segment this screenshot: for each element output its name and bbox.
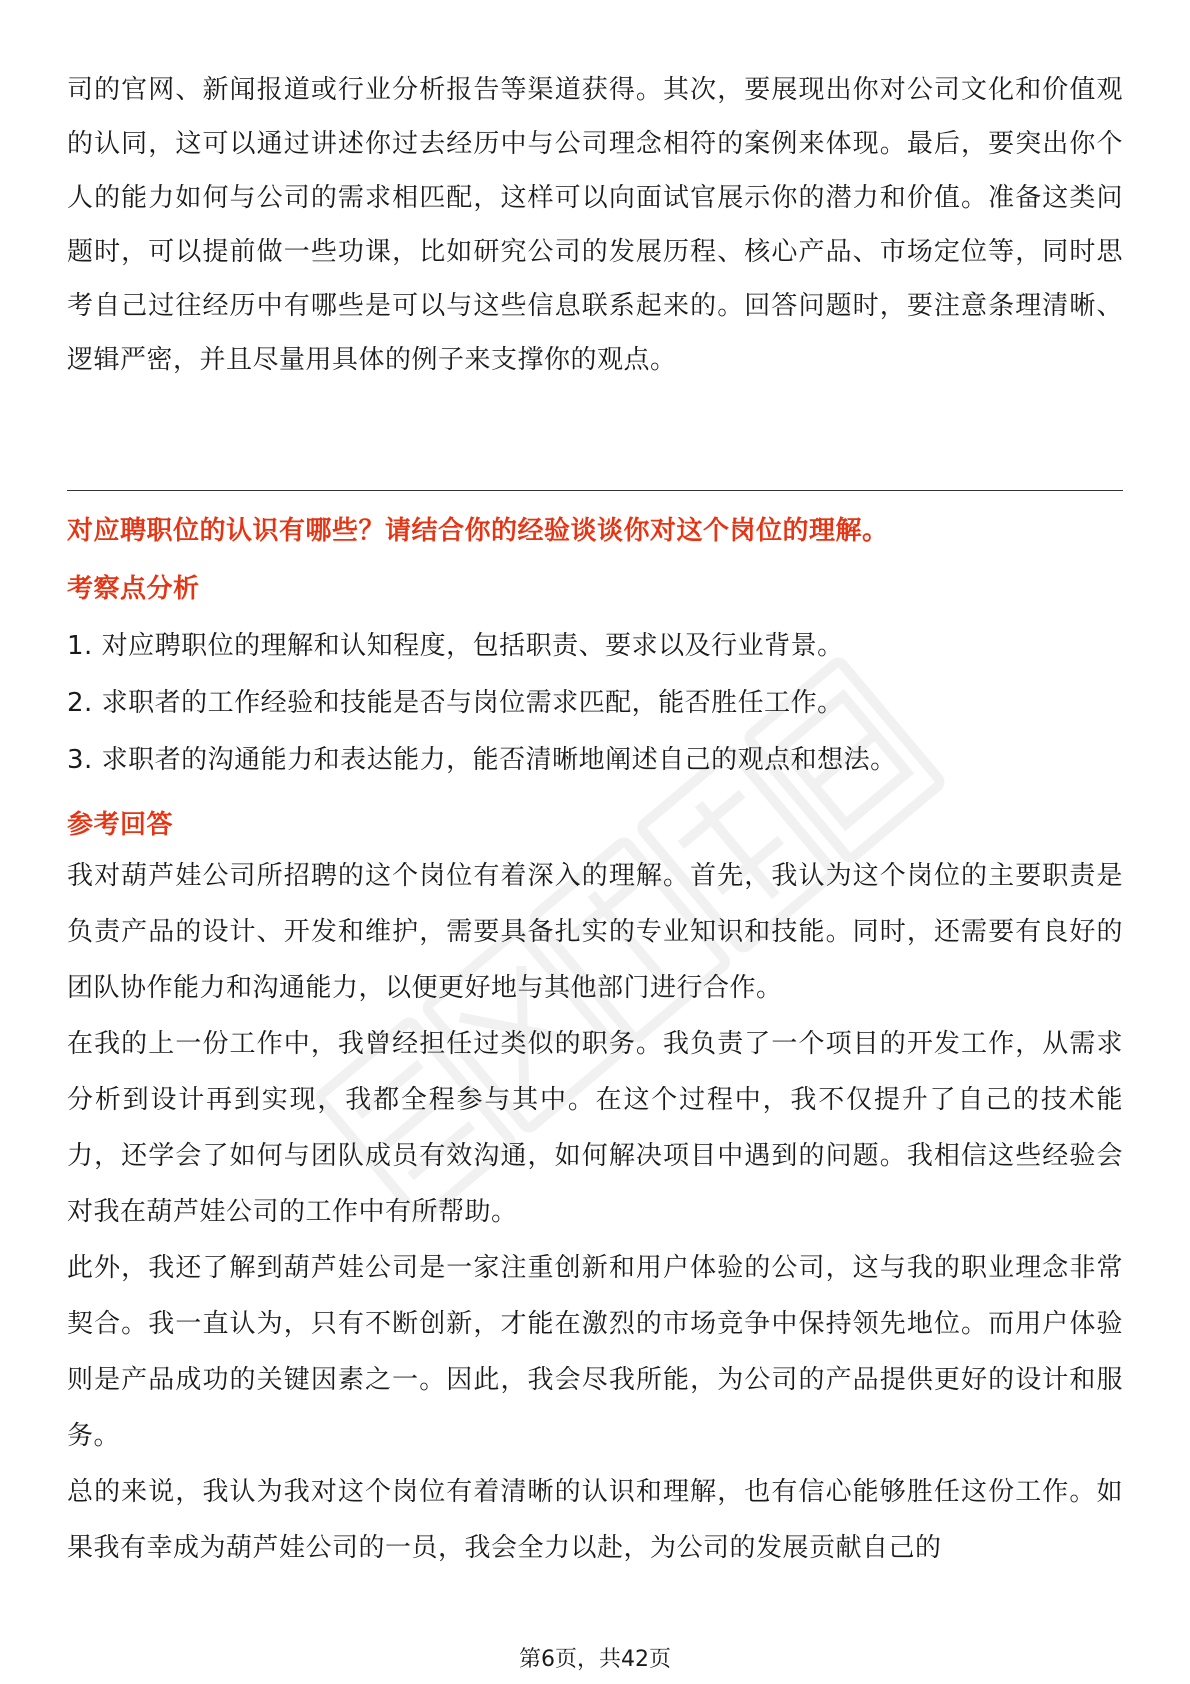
analysis-item: 3. 求职者的沟通能力和表达能力，能否清晰地阐述自己的观点和想法。 xyxy=(67,745,897,775)
answer-paragraph: 此外，我还了解到葫芦娃公司是一家注重创新和用户体验的公司，这与我的职业理念非常契合。我一直认为，只有不断创新，才能在激烈的市场竞争中保持领先地位。而用户体验则是产品成功的关键因素之一。因此，我会尽我所能，为公司的产品提供更好的设计和服务。 xyxy=(67,1253,1123,1451)
answer-paragraph: 在我的上一份工作中，我曾经担任过类似的职务。我负责了一个项目的开发工作，从需求分析到设计再到实现，我都全程参与其中。在这个过程中，我不仅提升了自己的技术能力，还学会了如何与团队成员有效沟通，如何解决项目中遇到的问题。我相信这些经验会对我在葫芦娃公司的工作中有所帮助。 xyxy=(67,1029,1123,1227)
analysis-section xyxy=(67,566,1123,789)
section-divider xyxy=(67,490,1123,491)
answer-paragraph: 总的来说，我认为我对这个岗位有着清晰的认识和理解，也有信心能够胜任这份工作。如果我有幸成为葫芦娃公司的一员，我会全力以赴，为公司的发展贡献自己的 xyxy=(67,1477,1123,1563)
page-number: 第6页，共42页 xyxy=(519,1647,671,1672)
intro-paragraph: 司的官网、新闻报道或行业分析报告等渠道获得。其次，要展现出你对公司文化和价值观的认同，这可以通过讲述你过去经历中与公司理念相符的案例来体现。最后，要突出你个人的能力如何与公司的需求相匹配，这样可以向面试官展示你的潜力和价值。准备这类问题时，可以提前做一些功课，比如研究公司的发展历程、核心产品、市场定位等，同时思考自己过往经历中有哪些是可以与这些信息联系起来的。回答问题时，要注意条理清晰、逻辑严密，并且尽量用具体的例子来支撑你的观点。 xyxy=(67,75,1123,375)
answer-title: 参考回答 xyxy=(67,810,174,840)
answer-paragraph: 我对葫芦娃公司所招聘的这个岗位有着深入的理解。首先，我认为这个岗位的主要职责是负责产品的设计、开发和维护，需要具备扎实的专业知识和技能。同时，还需要有良好的团队协作能力和沟通能力，以便更好地与其他部门进行合作。 xyxy=(67,861,1123,1003)
analysis-list xyxy=(67,618,1123,789)
answer-section xyxy=(67,802,1123,1576)
analysis-item: 1. 对应聘职位的理解和认知程度，包括职责、要求以及行业背景。 xyxy=(67,631,844,661)
question-heading: 对应聘职位的认识有哪些？请结合你的经验谈谈你对这个岗位的理解。 xyxy=(67,516,889,546)
analysis-item: 2. 求职者的工作经验和技能是否与岗位需求匹配，能否胜任工作。 xyxy=(67,688,844,718)
page-content xyxy=(67,0,1123,387)
analysis-title: 考察点分析 xyxy=(67,574,200,604)
